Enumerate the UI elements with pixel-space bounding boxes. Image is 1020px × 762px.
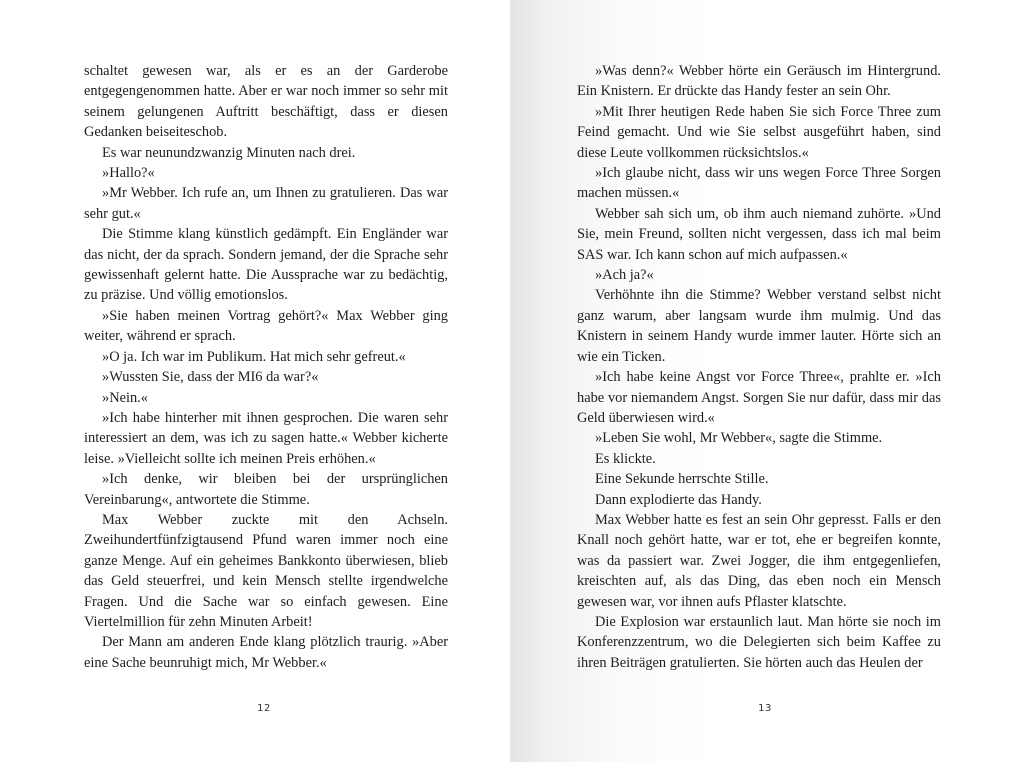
paragraph: »Ich habe keine Angst vor Force Three«, prahlte er. »Ich habe vor niemandem Angst. Sorgen Sie nur dafür, dass mir das Geld überwiesen wird.« bbox=[577, 369, 941, 426]
paragraph: Die Stimme klang künstlich gedämpft. Ein Engländer war das nicht, der da sprach. Sondern jemand, der die Sprache sehr gewissenhaft gelernt hatte. Die Aussprache war zu bedächtig, zu präzise. Und völlig emotionslos. bbox=[84, 226, 448, 304]
paragraph: »Sie haben meinen Vortrag gehört?« Max Webber ging weiter, während er sprach. bbox=[84, 307, 448, 345]
paragraph: Max Webber hatte es fest an sein Ohr gepresst. Falls er den Knall noch gehört hatte, war er tot, ehe er begreifen konnte, was da passiert war. Zwei Jogger, die ihm entgegenliefen, kreischten auf, als das Ding, das eben noch ein Mensch gewesen war, vor ihnen aufs Pflaster klatschte. bbox=[577, 511, 941, 610]
paragraph: »Nein.« bbox=[102, 389, 148, 406]
paragraph: Eine Sekunde herrschte Stille. bbox=[595, 471, 769, 488]
paragraph: »O ja. Ich war im Publikum. Hat mich sehr gefreut.« bbox=[102, 348, 406, 365]
paragraph: »Mr Webber. Ich rufe an, um Ihnen zu gratulieren. Das war sehr gut.« bbox=[84, 185, 448, 222]
paragraph: »Ich denke, wir bleiben bei der ursprünglichen Vereinbarung«, antwortete die Stimme. bbox=[84, 471, 448, 508]
paragraph: Die Explosion war erstaunlich laut. Man hörte sie noch im Konferenzzentrum, wo die Delegierten sich beim Kaffee zu ihren Beiträgen gratulierten. Sie hörten auch das Heulen der bbox=[577, 613, 941, 671]
paragraph: »Mit Ihrer heutigen Rede haben Sie sich Force Three zum Feind gemacht. Und wie Sie selbst ausgeführt haben, sind diese Leute vollkommen rücksichtslos.« bbox=[577, 103, 941, 161]
paragraph: »Was denn?« Webber hörte ein Geräusch im Hintergrund. Ein Knistern. Er drückte das Handy fester an sein Ohr. bbox=[577, 63, 941, 100]
right-page-text bbox=[577, 61, 941, 673]
paragraph: »Leben Sie wohl, Mr Webber«, sagte die Stimme. bbox=[595, 430, 883, 447]
paragraph: Es war neunundzwanzig Minuten nach drei. bbox=[102, 144, 356, 161]
paragraph: »Ach ja?« bbox=[595, 267, 654, 284]
paragraph: Dann explodierte das Handy. bbox=[595, 491, 762, 508]
paragraph: Verhöhnte ihn die Stimme? Webber verstand selbst nicht ganz warum, aber langsam wurde ihm mulmig. Und das Knistern in seinem Handy wurde immer lauter. Hörte sich an wie ein Ticken. bbox=[577, 287, 941, 365]
page-number-right: 13 bbox=[758, 703, 772, 714]
paragraph: »Ich glaube nicht, dass wir uns wegen Force Three Sorgen machen müssen.« bbox=[577, 165, 941, 202]
paragraph: »Wussten Sie, dass der MI6 da war?« bbox=[102, 369, 319, 386]
paragraph: Der Mann am anderen Ende klang plötzlich traurig. »Aber eine Sache beunruhigt mich, Mr Webber.« bbox=[84, 634, 448, 671]
paragraph: Webber sah sich um, ob ihm auch niemand zuhörte. »Und Sie, mein Freund, sollten nicht vergessen, dass ich mal beim SAS war. Ich kann schon auf mich aufpassen.« bbox=[577, 205, 941, 263]
paragraph: Es klickte. bbox=[595, 450, 656, 467]
right-page bbox=[510, 0, 1020, 762]
page-number-left: 12 bbox=[257, 703, 271, 714]
paragraph: schaltet gewesen war, als er es an der Garderobe entgegengenommen hatte. Aber er war noch immer so sehr mit seinem gelungenen Auftritt beschäftigt, dass er diesen Gedanken beiseiteschob. bbox=[84, 63, 448, 141]
left-page-text bbox=[84, 61, 448, 673]
paragraph: Max Webber zuckte mit den Achseln. Zweihundertfünfzigtausend Pfund waren immer noch eine ganze Menge. Auf ein geheimes Bankkonto überwiesen, blieb das Geld steuerfrei, und kein Mensch stellte irgendwelche Fragen. Und die Sache war so einfach gewesen. Eine Viertelmillion für zehn Minuten Arbeit! bbox=[84, 511, 448, 630]
paragraph: »Ich habe hinterher mit ihnen gesprochen. Die waren sehr interessiert an dem, was ich zu sagen hatte.« Webber kicherte leise. »Vielleicht sollte ich meinen Preis erhöhen.« bbox=[84, 409, 448, 467]
paragraph: »Hallo?« bbox=[102, 165, 155, 182]
